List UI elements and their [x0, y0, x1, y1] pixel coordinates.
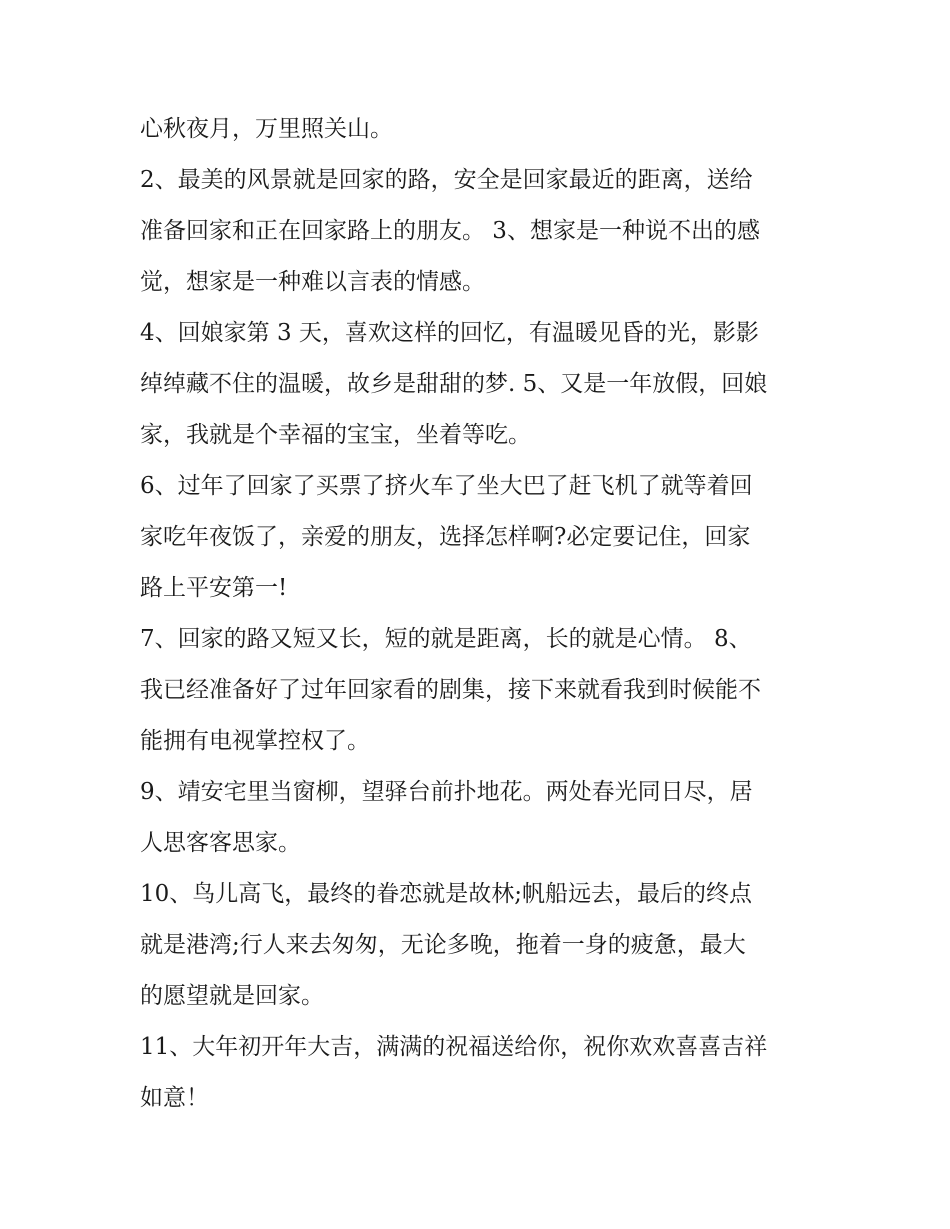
paragraph-9 [140, 767, 820, 869]
paragraph-2-3 [140, 155, 820, 308]
text-line: 9、靖安宅里当窗柳，望驿台前扑地花。两处春光同日尽，居 [140, 779, 753, 805]
text-line: 家，我就是个幸福的宝宝，坐着等吃。 [140, 422, 531, 448]
text-line: 2、最美的风景就是回家的路，安全是回家最近的距离，送给 [140, 167, 753, 193]
paragraph-7-8 [140, 614, 820, 767]
text-line: 绰绰藏不住的温暖，故乡是甜甜的梦. 5、又是一年放假，回娘 [140, 371, 768, 397]
text-line: 10、鸟儿高飞，最终的眷恋就是故林;帆船远去，最后的终点 [140, 881, 753, 907]
text-line: 准备回家和正在回家路上的朋友。 3、想家是一种说不出的感 [140, 218, 760, 244]
text-line: 心秋夜月，万里照关山。 [140, 116, 393, 142]
paragraph-11 [140, 1022, 820, 1124]
text-line: 家吃年夜饭了，亲爱的朋友，选择怎样啊?必定要记住，回家 [140, 524, 751, 550]
text-line: 我已经准备好了过年回家看的剧集，接下来就看我到时候能不 [140, 677, 761, 703]
document-body [140, 104, 820, 1124]
paragraph-4-5 [140, 308, 820, 461]
paragraph-intro [140, 104, 820, 155]
text-line: 11、大年初开年大吉，满满的祝福送给你，祝你欢欢喜喜吉祥 [140, 1034, 768, 1060]
text-line: 7、回家的路又短又长，短的就是距离，长的就是心情。 8、 [140, 626, 752, 652]
text-line: 人思客客思家。 [140, 830, 301, 856]
text-line: 6、过年了回家了买票了挤火车了坐大巴了赶飞机了就等着回 [140, 473, 753, 499]
text-line: 能拥有电视掌控权了。 [140, 728, 370, 754]
text-line: 觉，想家是一种难以言表的情感。 [140, 269, 485, 295]
text-line: 4、回娘家第 3 天，喜欢这样的回忆，有温暖见昏的光，影影 [140, 320, 759, 346]
text-line: 的愿望就是回家。 [140, 983, 324, 1009]
paragraph-10 [140, 869, 820, 1022]
text-line: 路上平安第一! [140, 575, 288, 601]
text-line: 如意！ [140, 1085, 209, 1111]
paragraph-6 [140, 461, 820, 614]
text-line: 就是港湾;行人来去匆匆，无论多晚，拖着一身的疲惫，最大 [140, 932, 746, 958]
